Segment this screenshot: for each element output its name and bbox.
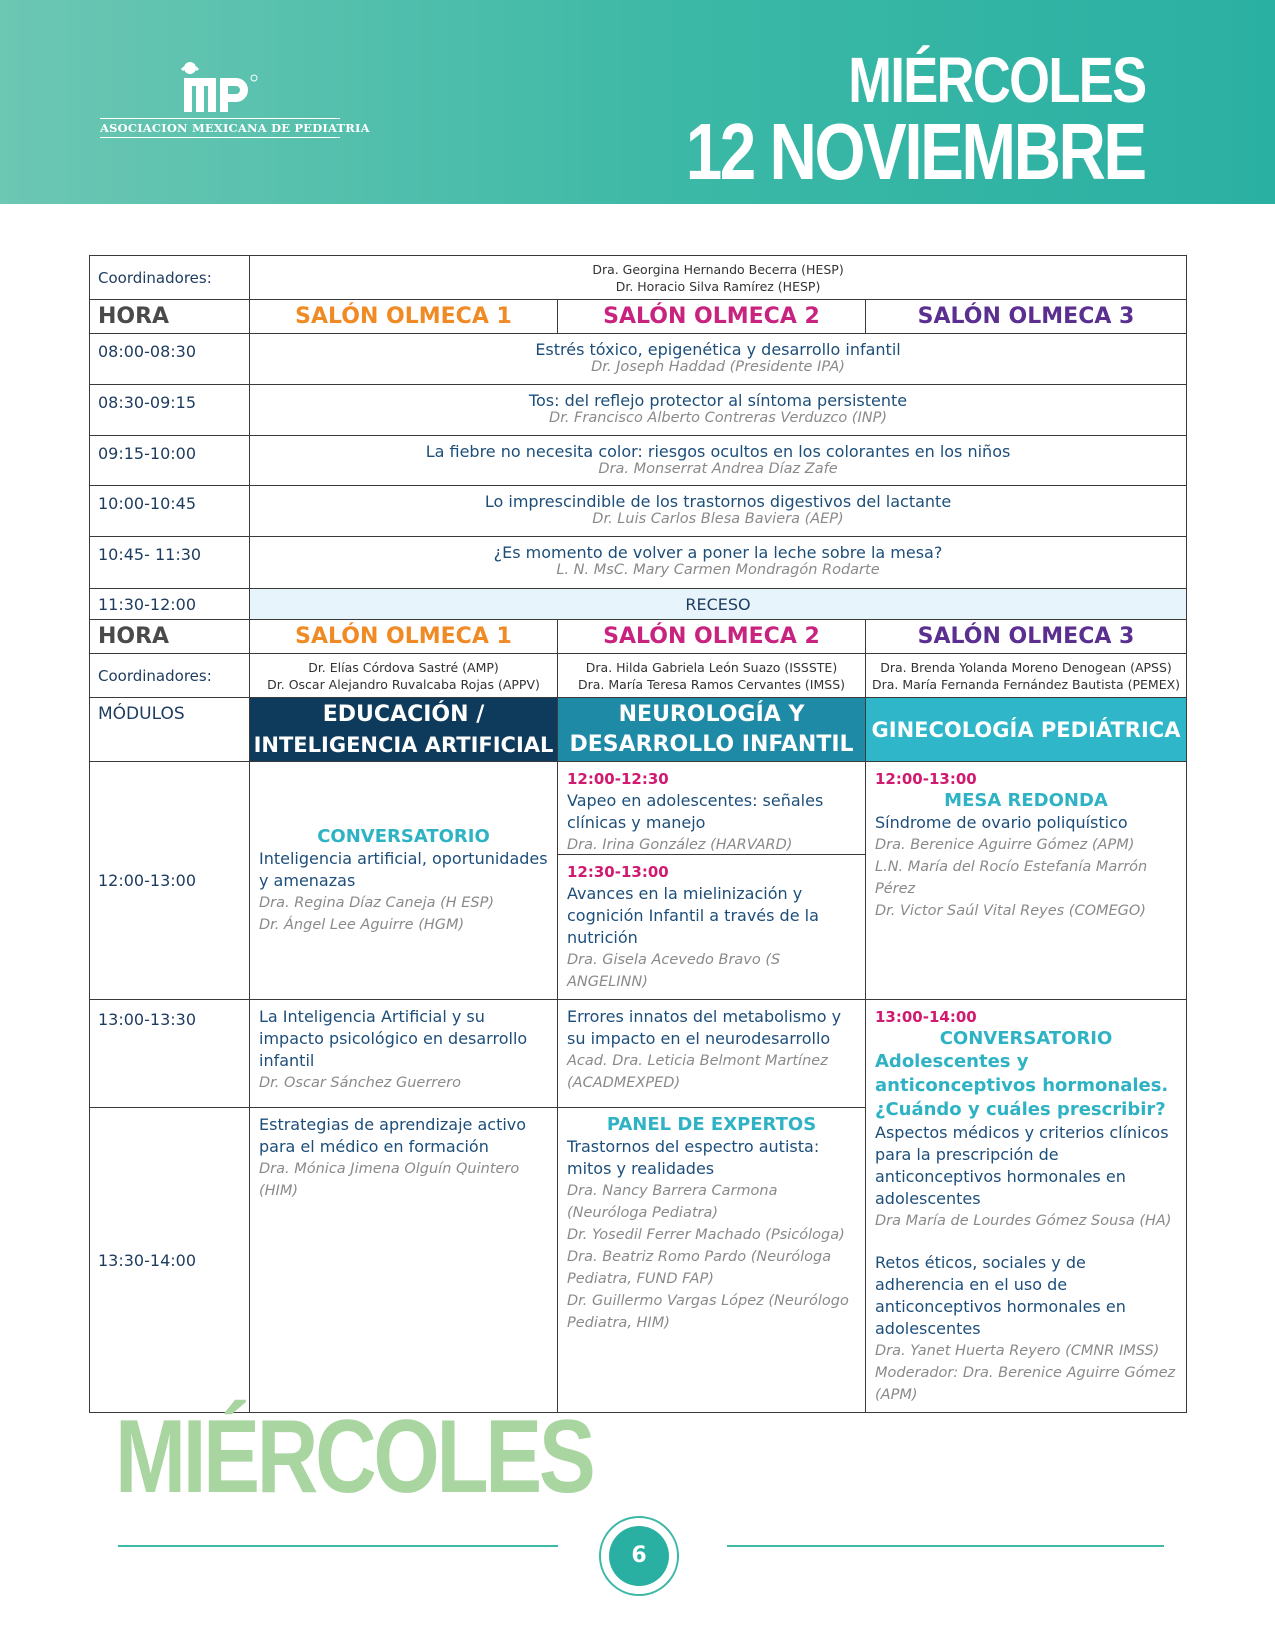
coordinators-label: Coordinadores: — [90, 654, 250, 698]
session-speaker: Dr. Francisco Alberto Contreras Verduzco (INP) — [549, 410, 887, 426]
session-errores-innatos — [558, 1000, 866, 1108]
salon-3-header: SALÓN OLMECA 3 — [866, 300, 1187, 334]
session-type: MESA REDONDA — [944, 790, 1108, 811]
session-title: La fiebre no necesita color: riesgos ocultos en los colorantes en los niños — [425, 442, 1011, 461]
salon-1-coordinators — [250, 654, 558, 698]
footer-day: MIÉRCOLES — [115, 1399, 593, 1515]
module-title: NEUROLOGÍA Y — [618, 701, 805, 727]
session-headline: Adolescentes y anticonceptivos hormonales. ¿Cuándo y cuáles prescribir? — [875, 1051, 1169, 1120]
module-gynecology — [866, 698, 1187, 762]
session-speaker: Dr. Ángel Lee Aguirre (HGM) — [259, 916, 465, 933]
session-speaker: Dra. Irina González (HARVARD) — [567, 837, 793, 853]
coordinator: Dr. Horacio Silva Ramírez (HESP) — [615, 278, 821, 294]
session-type: CONVERSATORIO — [939, 1028, 1113, 1049]
session-title: Estrés tóxico, epigenética y desarrollo infantil — [535, 340, 901, 359]
session-speaker: Dr. Guillermo Vargas López (Neurólogo Pediatra, HIM) — [567, 1293, 849, 1332]
session-speaker: Moderador: Dra. Berenice Aguirre Gómez (APM) — [875, 1365, 1176, 1403]
session-speaker: Dra. Mónica Jimena Olguín Quintero (HIM) — [259, 1161, 520, 1200]
plenary-session — [250, 537, 1187, 589]
session-speaker: Dra. Monserrat Andrea Díaz Zafe — [598, 461, 838, 477]
coordinators-label: Coordinadores: — [90, 256, 250, 300]
morning-coordinators — [250, 256, 1187, 300]
session-title: Inteligencia artificial, oportunidades y amenazas — [259, 848, 548, 890]
session-time-mark: 12:00-12:30 — [567, 770, 669, 788]
salon-3-coordinators — [866, 654, 1187, 698]
schedule-table — [89, 255, 1187, 1413]
module-title: INTELIGENCIA ARTIFICIAL — [253, 732, 554, 757]
session-title: Aspectos médicos y criterios clínicos para la prescripción de anticonceptivos hormonales en adolescentes — [875, 1123, 1169, 1208]
session-type: PANEL DE EXPERTOS — [606, 1114, 817, 1136]
hora-header: HORA — [90, 620, 250, 654]
session-time: 09:15-10:00 — [90, 436, 250, 486]
session-time: 08:00-08:30 — [90, 334, 250, 385]
session-title: Retos éticos, sociales y de adherencia en el uso de anticonceptivos hormonales en adolescentes — [875, 1253, 1126, 1338]
salon-2-header: SALÓN OLMECA 2 — [558, 300, 866, 334]
session-mesa-redonda — [866, 762, 1187, 1000]
session-ai-conversatorio — [250, 762, 558, 1000]
session-title: Vapeo en adolescentes: señales clínicas y manejo — [567, 791, 824, 832]
module-neurology — [558, 698, 866, 762]
session-time: 13:30-14:00 — [90, 1108, 250, 1413]
modules-label: MÓDULOS — [90, 698, 250, 762]
module-title: DESARROLLO INFANTIL — [569, 731, 854, 757]
table-row — [90, 589, 1187, 620]
page-header — [0, 0, 1275, 204]
session-speaker: Dra. Berenice Aguirre Gómez (APM) — [875, 837, 1135, 853]
session-title: Errores innatos del metabolismo y su impacto en el neurodesarrollo — [567, 1007, 842, 1048]
session-title: Tos: del reflejo protector al síntoma persistente — [528, 391, 908, 410]
session-title: Trastornos del espectro autista: mitos y realidades — [567, 1137, 820, 1179]
module-title: EDUCACIÓN / — [322, 701, 485, 727]
session-mielinizacion — [558, 854, 865, 999]
session-vapeo — [558, 762, 865, 854]
session-title: Lo imprescindible de los trastornos digestivos del lactante — [484, 492, 952, 511]
header-day: MIÉRCOLES — [847, 44, 1145, 116]
salon-1-header: SALÓN OLMECA 1 — [250, 620, 558, 654]
hora-header: HORA — [90, 300, 250, 334]
table-row — [90, 385, 1187, 436]
session-speaker: Dra. Gisela Acevedo Bravo (S ANGELINN) — [567, 952, 781, 990]
coordinator: Dra. María Teresa Ramos Cervantes (IMSS) — [577, 676, 846, 692]
session-aprendizaje-activo — [250, 1108, 558, 1413]
salon-1-header: SALÓN OLMECA 1 — [250, 300, 558, 334]
salon-2-coordinators — [558, 654, 866, 698]
session-speaker: Dr. Joseph Haddad (Presidente IPA) — [591, 359, 845, 375]
session-title: La Inteligencia Artificial y su impacto psicológico en desarrollo infantil — [259, 1007, 528, 1070]
page-number-badge — [599, 1516, 679, 1596]
table-row — [90, 300, 1187, 334]
plenary-session — [250, 436, 1187, 486]
session-speaker: Dra. Regina Díaz Caneja (H ESP) — [259, 894, 495, 911]
break-label: RECESO — [250, 589, 1187, 620]
table-row — [90, 654, 1187, 698]
session-time: 13:00-13:30 — [90, 1000, 250, 1108]
table-row — [90, 620, 1187, 654]
plenary-session — [250, 385, 1187, 436]
session-speaker: Dr. Oscar Sánchez Guerrero — [259, 1075, 462, 1091]
table-row — [90, 486, 1187, 537]
session-time-mark: 13:00-14:00 — [875, 1008, 977, 1026]
session-time: 10:00-10:45 — [90, 486, 250, 537]
coordinator: Dra. Brenda Yolanda Moreno Denogean (APSS) — [880, 659, 1172, 675]
header-date: 12 NOVIEMBRE — [686, 107, 1145, 196]
footer-rule-right — [727, 1545, 1164, 1547]
coordinator: Dra. María Fernanda Fernández Bautista (PEMEX) — [871, 676, 1181, 692]
table-row — [90, 698, 1187, 762]
table-row — [90, 537, 1187, 589]
coordinator: Dra. Hilda Gabriela León Suazo (ISSSTE) — [585, 659, 838, 675]
coordinator: Dr. Elías Córdova Sastré (AMP) — [308, 659, 499, 675]
session-time: 10:45- 11:30 — [90, 537, 250, 589]
session-speaker: Dr. Luis Carlos Blesa Baviera (AEP) — [592, 511, 844, 527]
session-speaker: Dr. Yosedil Ferrer Machado (Psicóloga) — [567, 1227, 845, 1244]
table-row — [90, 762, 1187, 1000]
session-speaker: Acad. Dra. Leticia Belmont Martínez (ACADMEXPED) — [567, 1053, 828, 1091]
table-row — [90, 256, 1187, 300]
session-time-mark: 12:00-13:00 — [875, 770, 977, 788]
session-title: ¿Es momento de volver a poner la leche sobre la mesa? — [493, 543, 943, 562]
table-row — [90, 436, 1187, 486]
session-speaker: Dra. Nancy Barrera Carmona (Neuróloga Pediatra) — [567, 1183, 778, 1222]
salon-2-header: SALÓN OLMECA 2 — [558, 620, 866, 654]
org-name: ASOCIACION MEXICANA DE PEDIATRIA — [100, 118, 340, 138]
session-title: Avances en la mielinización y cognición Infantil a través de la nutrición — [567, 884, 819, 947]
module-title: GINECOLOGÍA PEDIÁTRICA — [871, 717, 1181, 742]
page-number: 6 — [609, 1526, 669, 1586]
session-ia-impacto — [250, 1000, 558, 1108]
salon-2-block — [558, 762, 866, 1000]
salon-3-header: SALÓN OLMECA 3 — [866, 620, 1187, 654]
footer-rule-left — [118, 1545, 558, 1547]
session-time: 08:30-09:15 — [90, 385, 250, 436]
session-time-mark: 12:30-13:00 — [567, 863, 669, 881]
table-row — [90, 1000, 1187, 1108]
session-speaker: L. N. MsC. Mary Carmen Mondragón Rodarte — [556, 562, 880, 578]
table-row — [90, 334, 1187, 385]
coordinator: Dr. Oscar Alejandro Ruvalcaba Rojas (APPV) — [267, 676, 540, 692]
session-speaker: Dr. Victor Saúl Vital Reyes (COMEGO) — [875, 903, 1146, 919]
amp-logo — [100, 58, 370, 138]
amp-logo-icon — [178, 58, 258, 114]
coordinator: Dra. Georgina Hernando Becerra (HESP) — [592, 261, 844, 277]
plenary-session — [250, 334, 1187, 385]
session-speaker: L.N. María del Rocío Estefanía Marrón Pérez — [875, 859, 1148, 897]
session-time: 12:00-13:00 — [90, 762, 250, 1000]
session-speaker: Dra. Yanet Huerta Reyero (CMNR IMSS) — [875, 1343, 1160, 1359]
plenary-session — [250, 486, 1187, 537]
session-speaker: Dra. Beatriz Romo Pardo (Neuróloga Pediatra, FUND FAP) — [567, 1249, 832, 1288]
session-title: Estrategias de aprendizaje activo para el médico en formación — [259, 1115, 527, 1157]
break-time: 11:30-12:00 — [90, 589, 250, 620]
session-anticonceptivos — [866, 1000, 1187, 1413]
session-panel-autismo — [558, 1108, 866, 1413]
module-education-ai — [250, 698, 558, 762]
session-title: Síndrome de ovario poliquístico — [875, 813, 1128, 832]
session-type: CONVERSATORIO — [317, 825, 490, 847]
session-speaker: Dra María de Lourdes Gómez Sousa (HA) — [875, 1213, 1172, 1229]
